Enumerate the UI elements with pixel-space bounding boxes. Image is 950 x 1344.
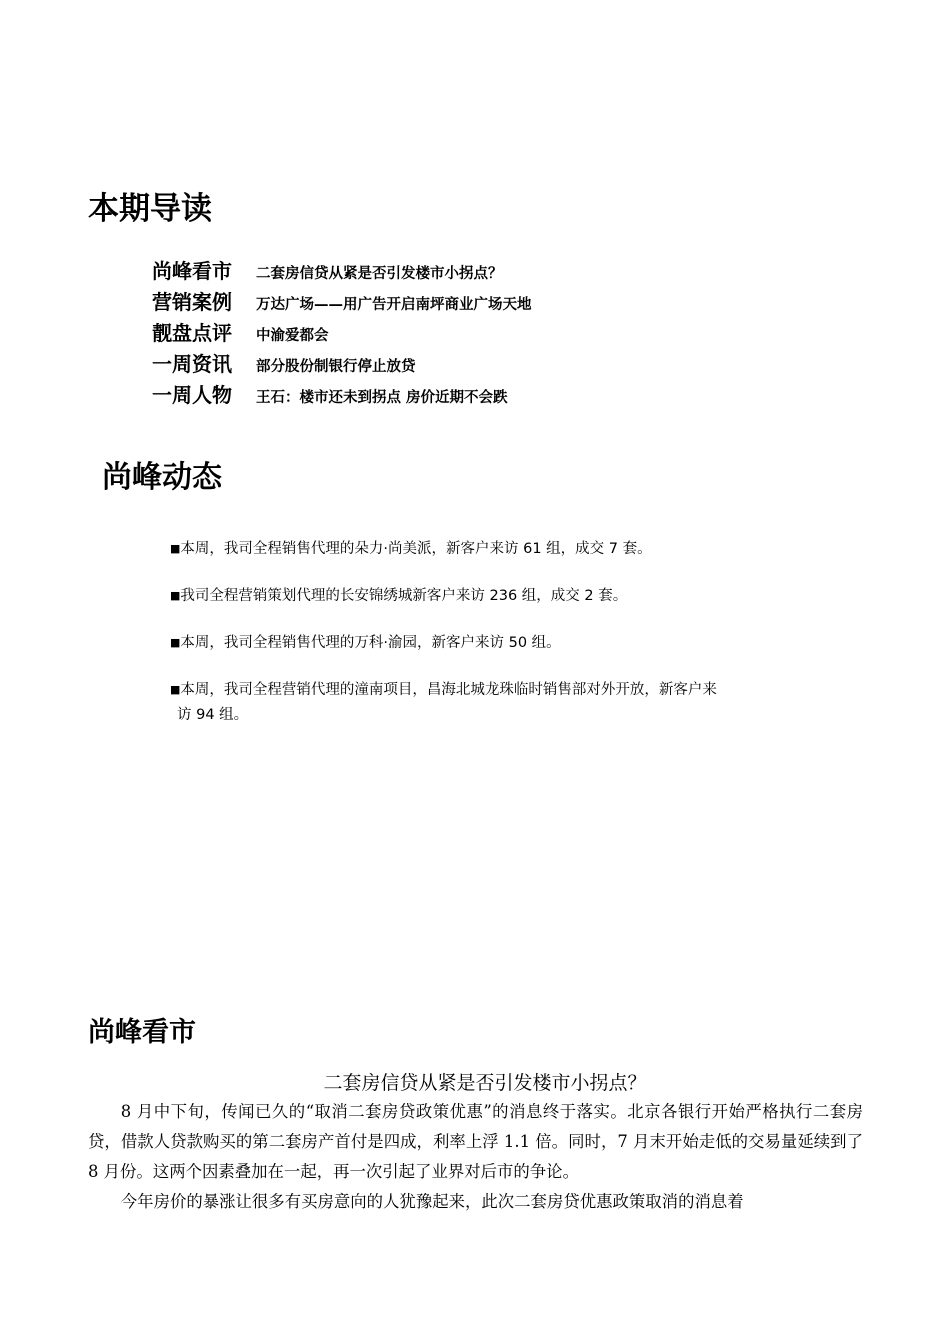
- square-bullet-icon: ■: [170, 636, 181, 649]
- guide-item-category: 尚峰看市: [152, 259, 232, 283]
- square-bullet-icon: ■: [170, 542, 181, 555]
- news-item-continuation: 访 94 组。: [177, 707, 249, 723]
- article-paragraph: 8 月中下旬，传闻已久的“取消二套房贷政策优惠”的消息终于落实。北京各银行开始严格执行二套房贷，借款人贷款购买的第二套房产首付是四成，利率上浮 1.1 倍。同时，7 月末开始走低的交易量延续到了 8 月份。这两个因素叠加在一起，再一次引起了业界对后市的争论。: [88, 1102, 863, 1181]
- square-bullet-icon: ■: [170, 589, 181, 602]
- guide-item: [152, 351, 532, 382]
- guide-item: [152, 320, 532, 351]
- guide-item: [152, 382, 532, 413]
- guide-item-category: 靓盘点评: [152, 321, 232, 345]
- guide-item: [152, 289, 532, 320]
- news-item-text: 本周，我司全程营销代理的潼南项目，昌海北城龙珠临时销售部对外开放，新客户来: [180, 682, 717, 698]
- guide-item-text: 部分股份制银行停止放贷: [256, 359, 416, 375]
- guide-item-text: 王石：楼市还未到拐点 房价近期不会跌: [256, 390, 508, 406]
- guide-item-text: 万达广场——用广告开启南坪商业广场天地: [256, 297, 532, 313]
- guide-section-title: 本期导读: [88, 191, 212, 227]
- news-item-text: 我司全程营销策划代理的长安锦绣城新客户来访 236 组，成交 2 套。: [180, 588, 628, 604]
- article-title: 二套房信贷从紧是否引发楼市小拐点？: [323, 1072, 647, 1094]
- article-body: [88, 1097, 863, 1217]
- guide-item-text: 中渝爱都会: [256, 328, 329, 344]
- guide-item-category: 一周资讯: [152, 352, 232, 376]
- news-item-text: 本周，我司全程销售代理的朵力·尚美派，新客户来访 61 组，成交 7 套。: [180, 541, 652, 557]
- news-item: [170, 630, 800, 656]
- market-section-title: 尚峰看市: [88, 1017, 196, 1048]
- guide-contents-list: [152, 258, 532, 413]
- article-paragraph: 今年房价的暴涨让很多有买房意向的人犹豫起来，此次二套房贷优惠政策取消的消息着: [120, 1192, 744, 1211]
- news-section-title: 尚峰动态: [102, 460, 222, 495]
- guide-item-category: 一周人物: [152, 383, 232, 407]
- news-item: [170, 677, 800, 728]
- guide-item: [152, 258, 532, 289]
- guide-item-category: 营销案例: [152, 290, 232, 314]
- news-item-text: 本周，我司全程销售代理的万科·渝园，新客户来访 50 组。: [180, 635, 561, 651]
- guide-item-text: 二套房信贷从紧是否引发楼市小拐点？: [256, 266, 503, 282]
- news-item: [170, 536, 800, 562]
- news-item: [170, 583, 800, 609]
- square-bullet-icon: ■: [170, 683, 181, 696]
